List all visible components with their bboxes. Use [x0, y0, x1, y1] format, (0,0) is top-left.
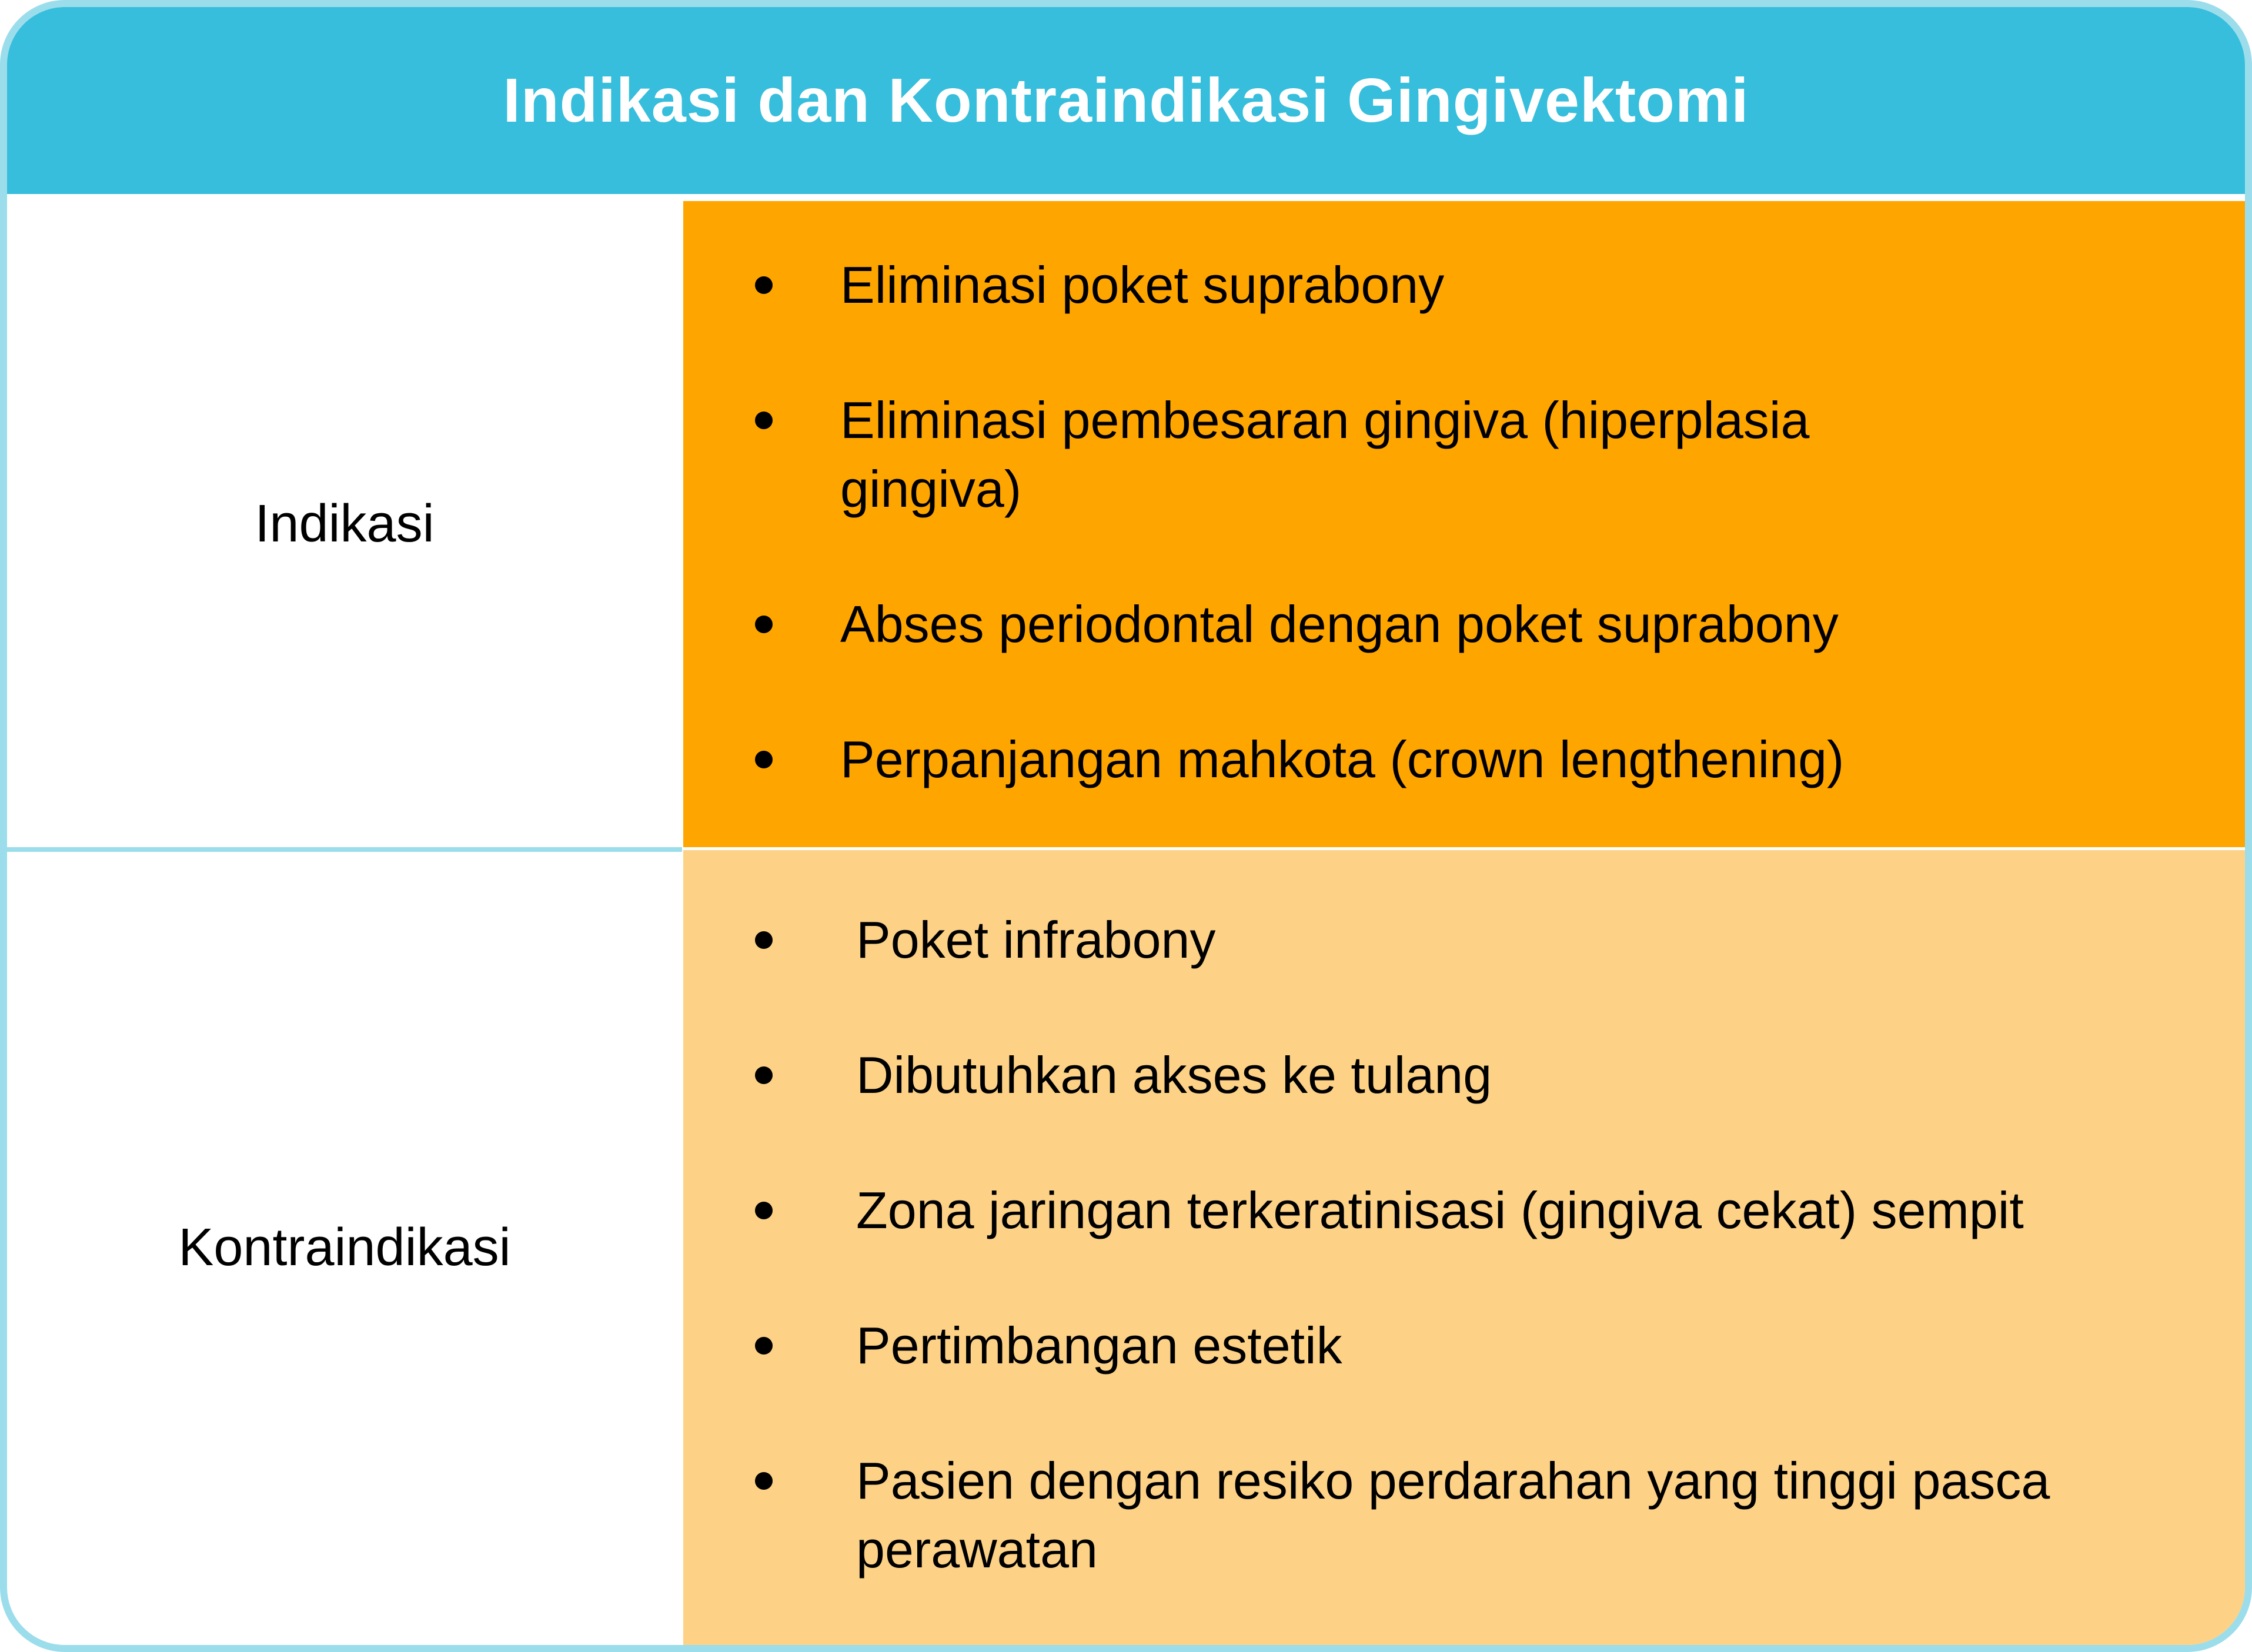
bullet-icon [755, 931, 773, 949]
row-content [683, 201, 2245, 847]
item-text: Pasien dengan resiko perdarahan yang tinggi pasca perawatan [856, 1452, 2050, 1579]
bullet-icon [755, 751, 773, 768]
list-item [683, 1041, 2245, 1109]
bullet-icon [755, 412, 773, 429]
item-text: Abses periodontal dengan poket suprabony [840, 595, 1839, 653]
bullet-list [683, 250, 2245, 794]
bullet-icon [755, 1202, 773, 1219]
row-indikasi [7, 201, 2245, 847]
list-item [683, 386, 2245, 523]
row-label: Indikasi [255, 494, 435, 553]
item-text: Eliminasi pembesaran gingiva (hiperplasia gingiva) [840, 391, 1810, 518]
row-label: Kontraindikasi [178, 1218, 511, 1277]
list-item [683, 1446, 2245, 1584]
item-text: Zona jaringan terkeratinisasi (gingiva cekat) sempit [856, 1181, 2024, 1239]
bullet-icon [755, 616, 773, 633]
table-title: Indikasi dan Kontraindikasi Gingivektomi [503, 65, 1749, 135]
item-text: Eliminasi poket suprabony [840, 256, 1445, 314]
table-header [7, 7, 2245, 194]
row-kontraindikasi [7, 850, 2245, 1645]
item-text: Poket infrabony [856, 911, 1216, 969]
bullet-icon [755, 1337, 773, 1355]
list-item [683, 725, 2245, 794]
bullet-icon [755, 1066, 773, 1084]
bullet-icon [755, 1472, 773, 1490]
list-item [683, 590, 2245, 658]
item-text: Pertimbangan estetik [856, 1316, 1342, 1375]
row-content [683, 850, 2245, 1645]
item-text: Perpanjangan mahkota (crown lengthening) [840, 730, 1845, 788]
list-item [683, 250, 2245, 319]
list-item [683, 1311, 2245, 1380]
bullet-list [683, 905, 2245, 1584]
item-text: Dibutuhkan akses ke tulang [856, 1046, 1492, 1104]
list-item [683, 905, 2245, 974]
list-item [683, 1176, 2245, 1245]
bullet-icon [755, 276, 773, 294]
